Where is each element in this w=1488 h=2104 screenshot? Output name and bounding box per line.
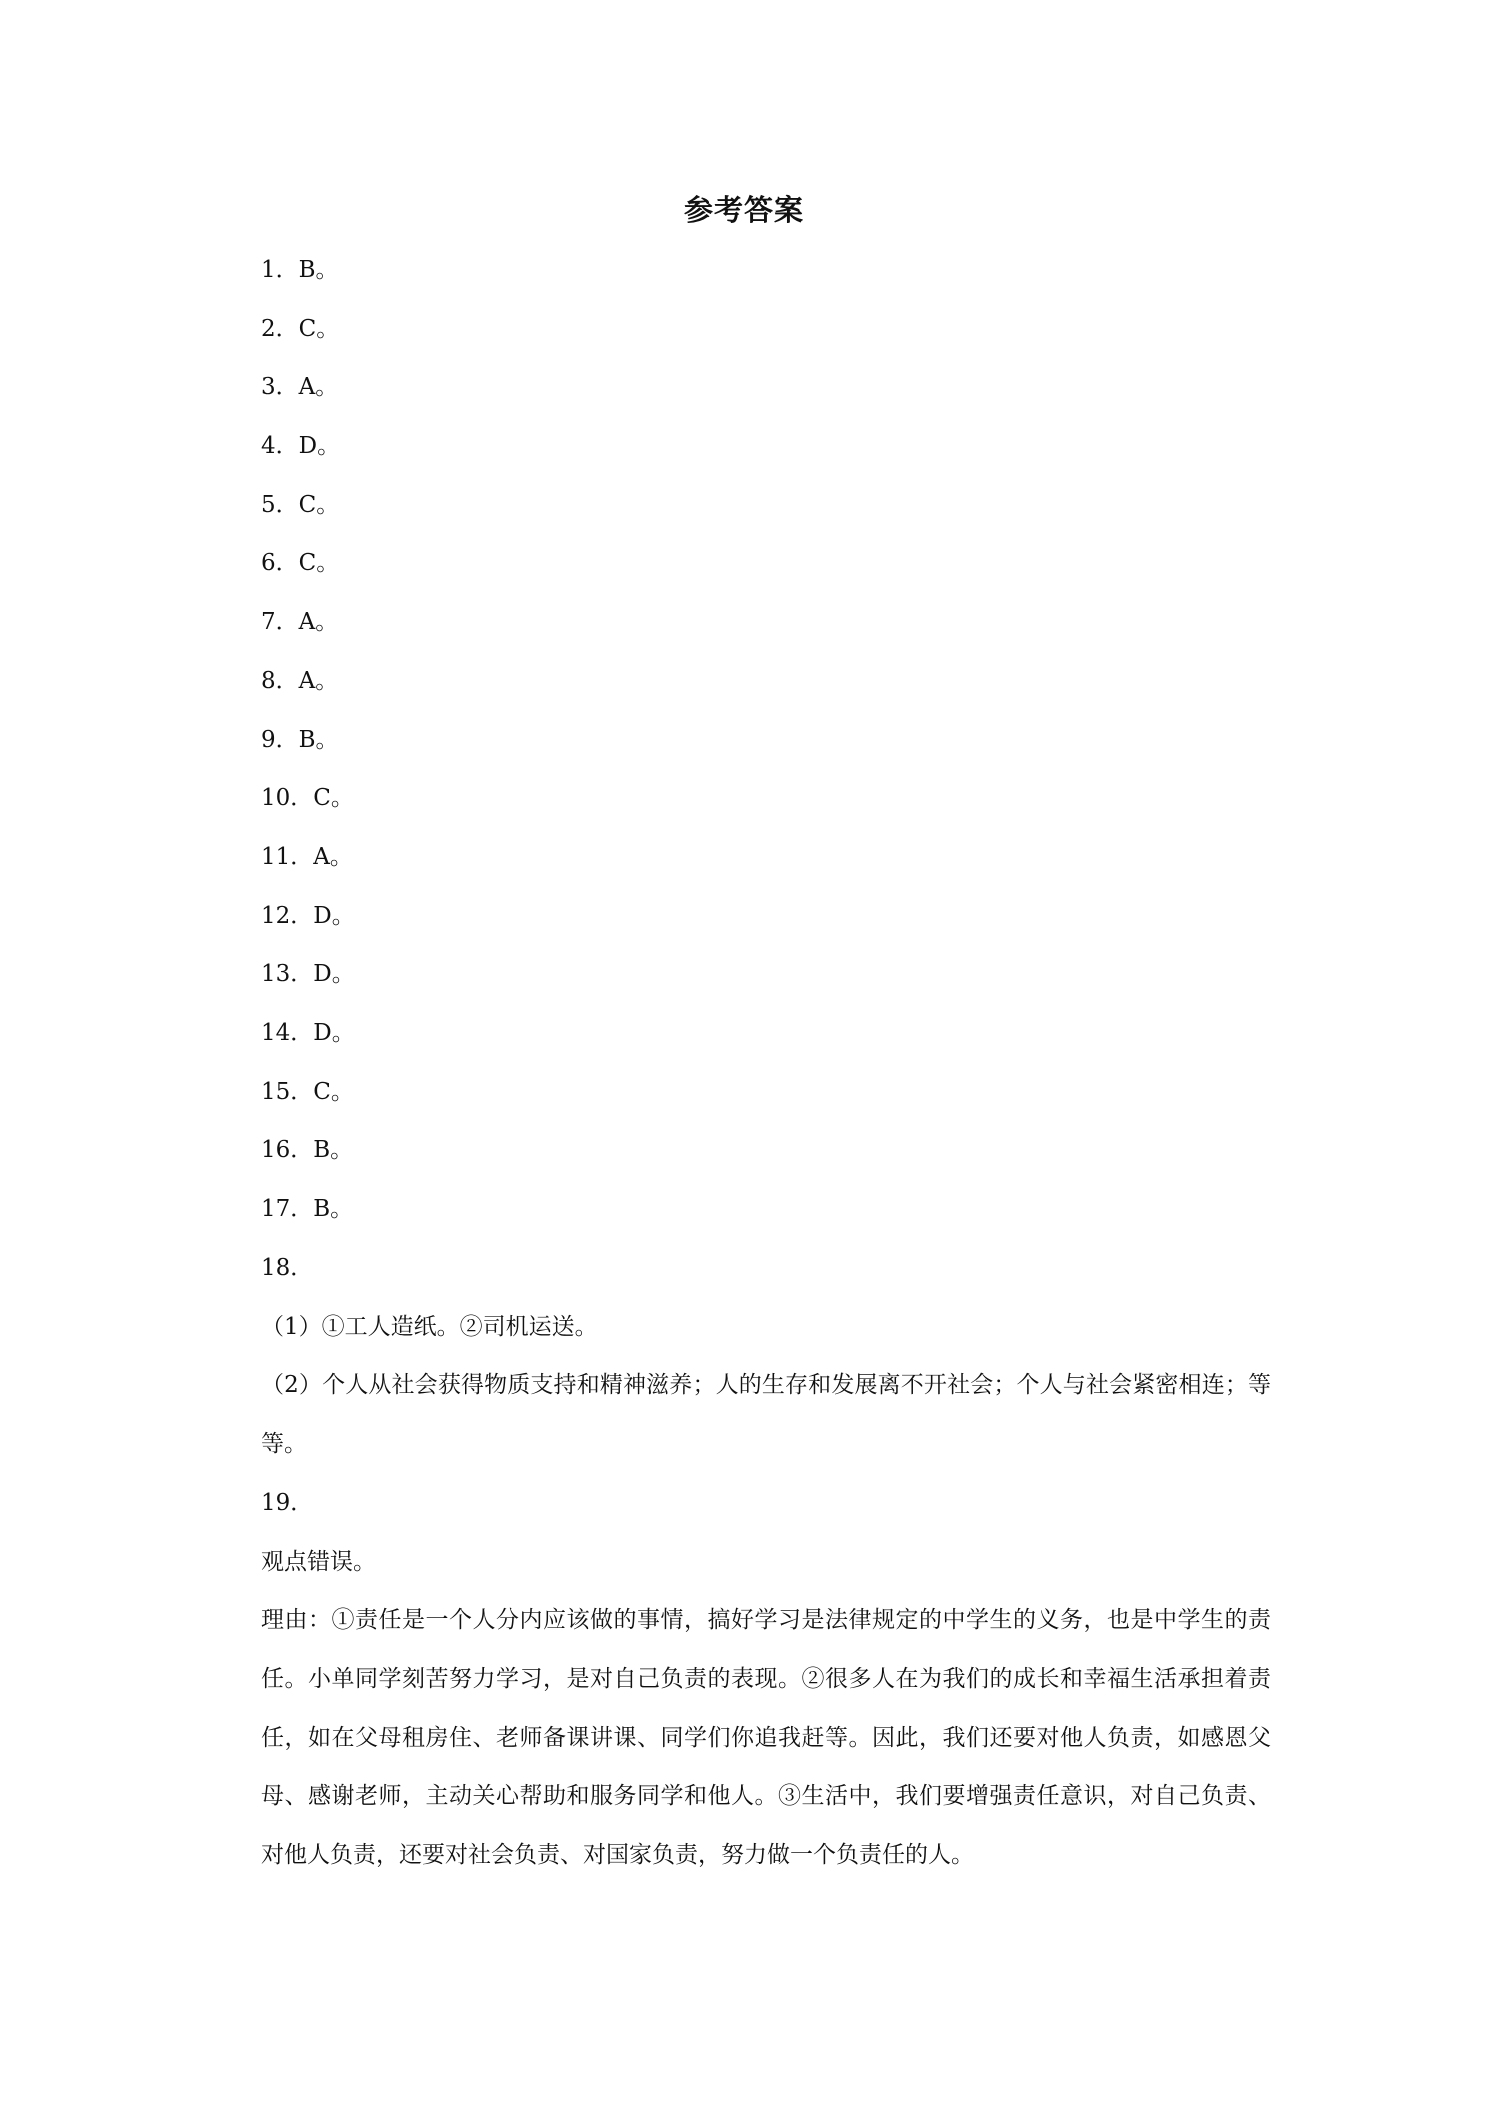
- question-19-number: 19．: [261, 1490, 314, 1516]
- question-19-reason: 理由：①责任是一个人分内应该做的事情，搞好学习是法律规定的中学生的义务，也是中学生的责任。小单同学刻苦努力学习，是对自己负责的表现。②很多人在为我们的成长和幸福生活承担着责任，如在父母租房住、老师备课讲课、同学们你追我赶等。因此，我们还要对他人负责，如感恩父母、感谢老师，主动关心帮助和服务同学和他人。③生活中，我们要增强责任意识，对自己负责、对他人负责，还要对社会负责、对国家负责，努力做一个负责任的人。: [261, 1607, 1271, 1869]
- answer-item: [261, 1072, 1271, 1131]
- answer-item: [261, 896, 1271, 955]
- answer-choice: C。: [298, 315, 340, 342]
- answer-number: 12．: [261, 902, 314, 929]
- answer-number: 2．: [261, 315, 299, 342]
- answer-number: 11．: [261, 843, 314, 870]
- question-19-block: [261, 1483, 1271, 1885]
- answer-choice: A。: [313, 843, 353, 870]
- answer-list: [261, 250, 1271, 1248]
- answer-choice: A。: [298, 667, 339, 694]
- question-18-part-1: （1）①工人造纸。②司机运送。: [261, 1313, 598, 1340]
- answer-choice: B。: [313, 1137, 354, 1164]
- answer-item: [261, 602, 1271, 661]
- question-18-part-2: （2）个人从社会获得物质支持和精神滋养；人的生存和发展离不开社会；个人与社会紧密相连；等等。: [261, 1372, 1271, 1458]
- answer-item: [261, 778, 1271, 837]
- answer-item: [261, 1013, 1271, 1072]
- answer-item: [261, 1130, 1271, 1189]
- answer-choice: C。: [298, 550, 340, 577]
- answer-item: [261, 309, 1271, 368]
- answer-number: 15．: [261, 1078, 314, 1105]
- answer-number: 3．: [261, 374, 299, 401]
- answer-choice: D。: [313, 961, 355, 988]
- question-18-block: [261, 1248, 1271, 1474]
- answer-item: [261, 837, 1271, 896]
- question-19-verdict: 观点错误。: [261, 1548, 376, 1575]
- answer-choice: A。: [298, 609, 339, 636]
- answer-item: [261, 543, 1271, 602]
- answer-item: [261, 485, 1271, 544]
- answer-item: [261, 367, 1271, 426]
- answer-number: 16．: [261, 1137, 314, 1164]
- answer-item: [261, 720, 1271, 779]
- answer-item: [261, 426, 1271, 485]
- answer-choice: B。: [298, 257, 339, 283]
- answer-item: [261, 954, 1271, 1013]
- page-title: 参考答案: [683, 193, 804, 227]
- answer-item: [261, 661, 1271, 720]
- answer-choice: D。: [313, 902, 355, 929]
- answer-number: 8．: [261, 667, 299, 694]
- answer-item: [261, 1189, 1271, 1248]
- answer-choice: B。: [298, 726, 339, 753]
- answer-choice: A。: [298, 374, 339, 401]
- answer-choice: C。: [313, 1078, 354, 1105]
- question-18-number: 18．: [261, 1255, 314, 1281]
- answer-number: 13．: [261, 961, 314, 988]
- answer-number: 7．: [261, 609, 299, 636]
- answer-choice: C。: [313, 785, 354, 812]
- answer-choice: D。: [313, 1019, 355, 1046]
- answer-choice: B。: [313, 1196, 354, 1222]
- answer-number: 10．: [261, 785, 314, 812]
- answer-number: 6．: [261, 550, 299, 577]
- answer-number: 9．: [261, 726, 299, 753]
- answer-number: 14．: [261, 1019, 314, 1046]
- answer-number: 4．: [261, 433, 299, 460]
- answer-choice: C。: [298, 491, 340, 518]
- answer-number: 17．: [261, 1196, 314, 1222]
- answer-number: 5．: [261, 491, 299, 518]
- answer-number: 1．: [261, 257, 299, 283]
- answer-choice: D。: [298, 433, 341, 460]
- answer-item: [261, 250, 1271, 309]
